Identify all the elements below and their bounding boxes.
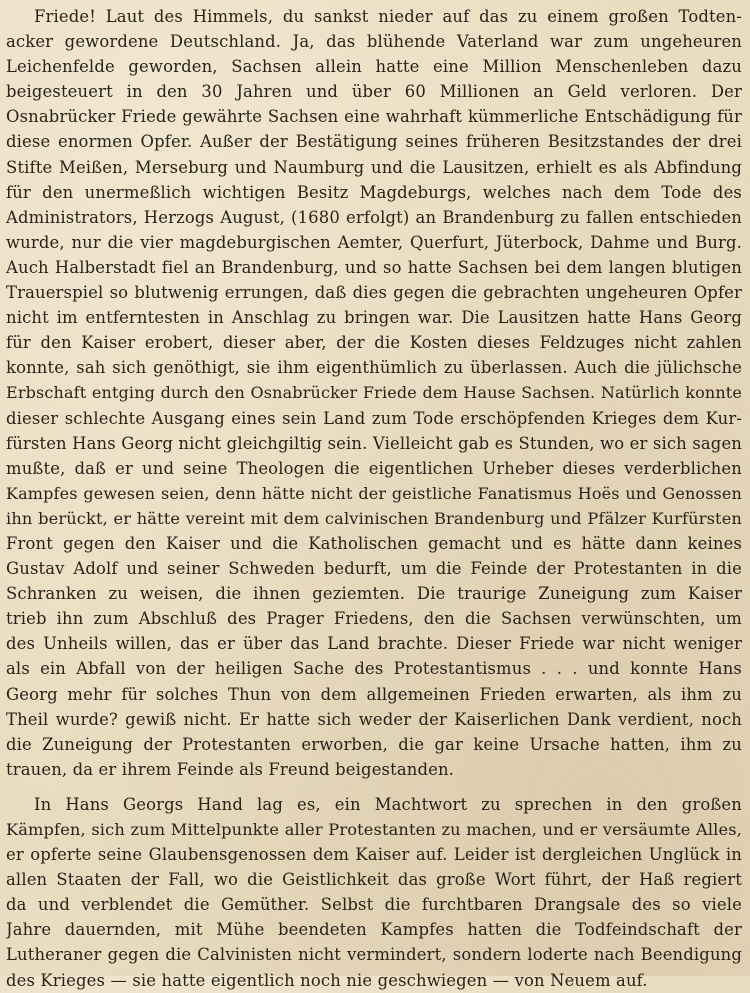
text-line: beigesteuert in den 30 Jahren und über 60 Millionen an Geld verloren. Der: [6, 82, 742, 102]
paragraph-2: [6, 792, 742, 993]
text-line: nicht im entferntesten in Anschlag zu bringen war. Die Lausitzen hatte Hans Georg: [6, 308, 742, 328]
text-line: Jahre dauernden, mit Mühe beendeten Kampfes hatten die Todfeindschaft der: [6, 920, 742, 940]
text-line: diese enormen Opfer. Außer der Bestätigung seines früheren Besitzstandes der drei: [6, 132, 742, 152]
text-line: Osnabrücker Friede gewährte Sachsen eine wahrhaft kümmerliche Entschädigung für: [6, 107, 742, 127]
text-line: trieb ihn zum Abschluß des Prager Friedens, den die Sachsen verwünschten, um: [6, 609, 742, 629]
paragraph-1: [6, 4, 742, 782]
text-line: für den unermeßlich wichtigen Besitz Magdeburgs, welches nach dem Tode des: [6, 182, 742, 202]
text-line: Georg mehr für solches Thun von dem allgemeinen Frieden erwarten, als ihm zu: [6, 684, 742, 704]
text-line: wurde, nur die vier magdeburgischen Aemter, Querfurt, Jüterbock, Dahme und Burg.: [6, 232, 742, 252]
text-line: er opferte seine Glaubensgenossen dem Kaiser auf. Leider ist dergleichen Unglück in: [6, 845, 742, 865]
text-line: dieser schlechte Ausgang eines sein Land zum Tode erschöpfenden Krieges dem Kur-: [6, 408, 742, 428]
text-line: für den Kaiser erobert, dieser aber, der die Kosten dieses Feldzuges nicht zahlen: [6, 333, 742, 353]
text-line: trauen, da er ihrem Feinde als Freund beigestanden.: [6, 759, 455, 779]
text-line: allen Staaten der Fall, wo die Geistlichkeit das große Wort führt, der Haß regiert: [6, 870, 742, 890]
text-line: In Hans Georgs Hand lag es, ein Machtwort zu sprechen in den großen: [34, 794, 742, 814]
text-line: Friede! Laut des Himmels, du sankst nieder auf das zu einem großen Todten-: [34, 7, 742, 26]
text-line: die Zuneigung der Protestanten erworben, die gar keine Ursache hatten, ihm zu: [6, 734, 742, 754]
text-line: Trauerspiel so blutwenig errungen, daß dies gegen die gebrachten ungeheuren Opfer: [6, 283, 742, 303]
text-line: Lutheraner gegen die Calvinisten nicht vermindert, sondern loderte nach Beendigung: [6, 945, 742, 965]
text-line: Administrators, Herzogs August, (1680 erfolgt) an Brandenburg zu fallen entschieden: [6, 207, 742, 227]
text-line: Erbschaft entging durch den Osnabrücker Friede dem Hause Sachsen. Natürlich konnte: [6, 383, 742, 403]
text-line: konnte, sah sich genöthigt, sie ihm eigenthümlich zu überlassen. Auch die jülichsche: [6, 358, 742, 378]
text-line: ihn berückt, er hätte vereint mit dem calvinischen Brandenburg und Pfälzer Kurfürsten: [6, 508, 742, 528]
text-line: Leichenfelde geworden, Sachsen allein hatte eine Million Menschenleben dazu: [6, 57, 742, 77]
text-line: Front gegen den Kaiser und die Katholischen gemacht und es hätte dann keines: [6, 533, 742, 553]
text-line: Kampfes gewesen seien, denn hätte nicht der geistliche Fanatismus Hoës und Genossen: [6, 483, 742, 503]
text-line: mußte, daß er und seine Theologen die eigentlichen Urheber dieses verderblichen: [6, 458, 742, 478]
text-line: Theil wurde? gewiß nicht. Er hatte sich weder der Kaiserlichen Dank verdient, noch: [6, 709, 742, 729]
text-line: da und verblendet die Gemüther. Selbst die furchtbaren Drangsale des so viele: [6, 895, 742, 915]
text-line: Gustav Adolf und seiner Schweden bedurft, um die Feinde der Protestanten in die: [6, 559, 742, 579]
text-line: des Krieges — sie hatte eigentlich noch nie geschwiegen — von Neuem auf.: [6, 970, 648, 990]
text-line: fürsten Hans Georg nicht gleichgiltig sein. Vielleicht gab es Stunden, wo er sich sagen: [6, 433, 742, 453]
text-line: Schranken zu weisen, die ihnen geziemten. Die traurige Zuneigung zum Kaiser: [6, 584, 742, 604]
text-line: Stifte Meißen, Merseburg und Naumburg und die Lausitzen, erhielt es als Abfindung: [6, 157, 742, 177]
text-line: Auch Halberstadt fiel an Brandenburg, und so hatte Sachsen bei dem langen blutigen: [6, 257, 742, 277]
text-line: acker gewordene Deutschland. Ja, das blühende Vaterland war zum ungeheuren: [6, 32, 742, 52]
text-line: des Unheils willen, das er über das Land brachte. Dieser Friede war nicht weniger: [6, 634, 742, 654]
text-line: als ein Abfall von der heiligen Sache des Protestantismus . . . und konnte Hans: [6, 659, 742, 679]
text-line: Kämpfen, sich zum Mittelpunkte aller Protestanten zu machen, und er versäumte Alles,: [6, 820, 742, 839]
